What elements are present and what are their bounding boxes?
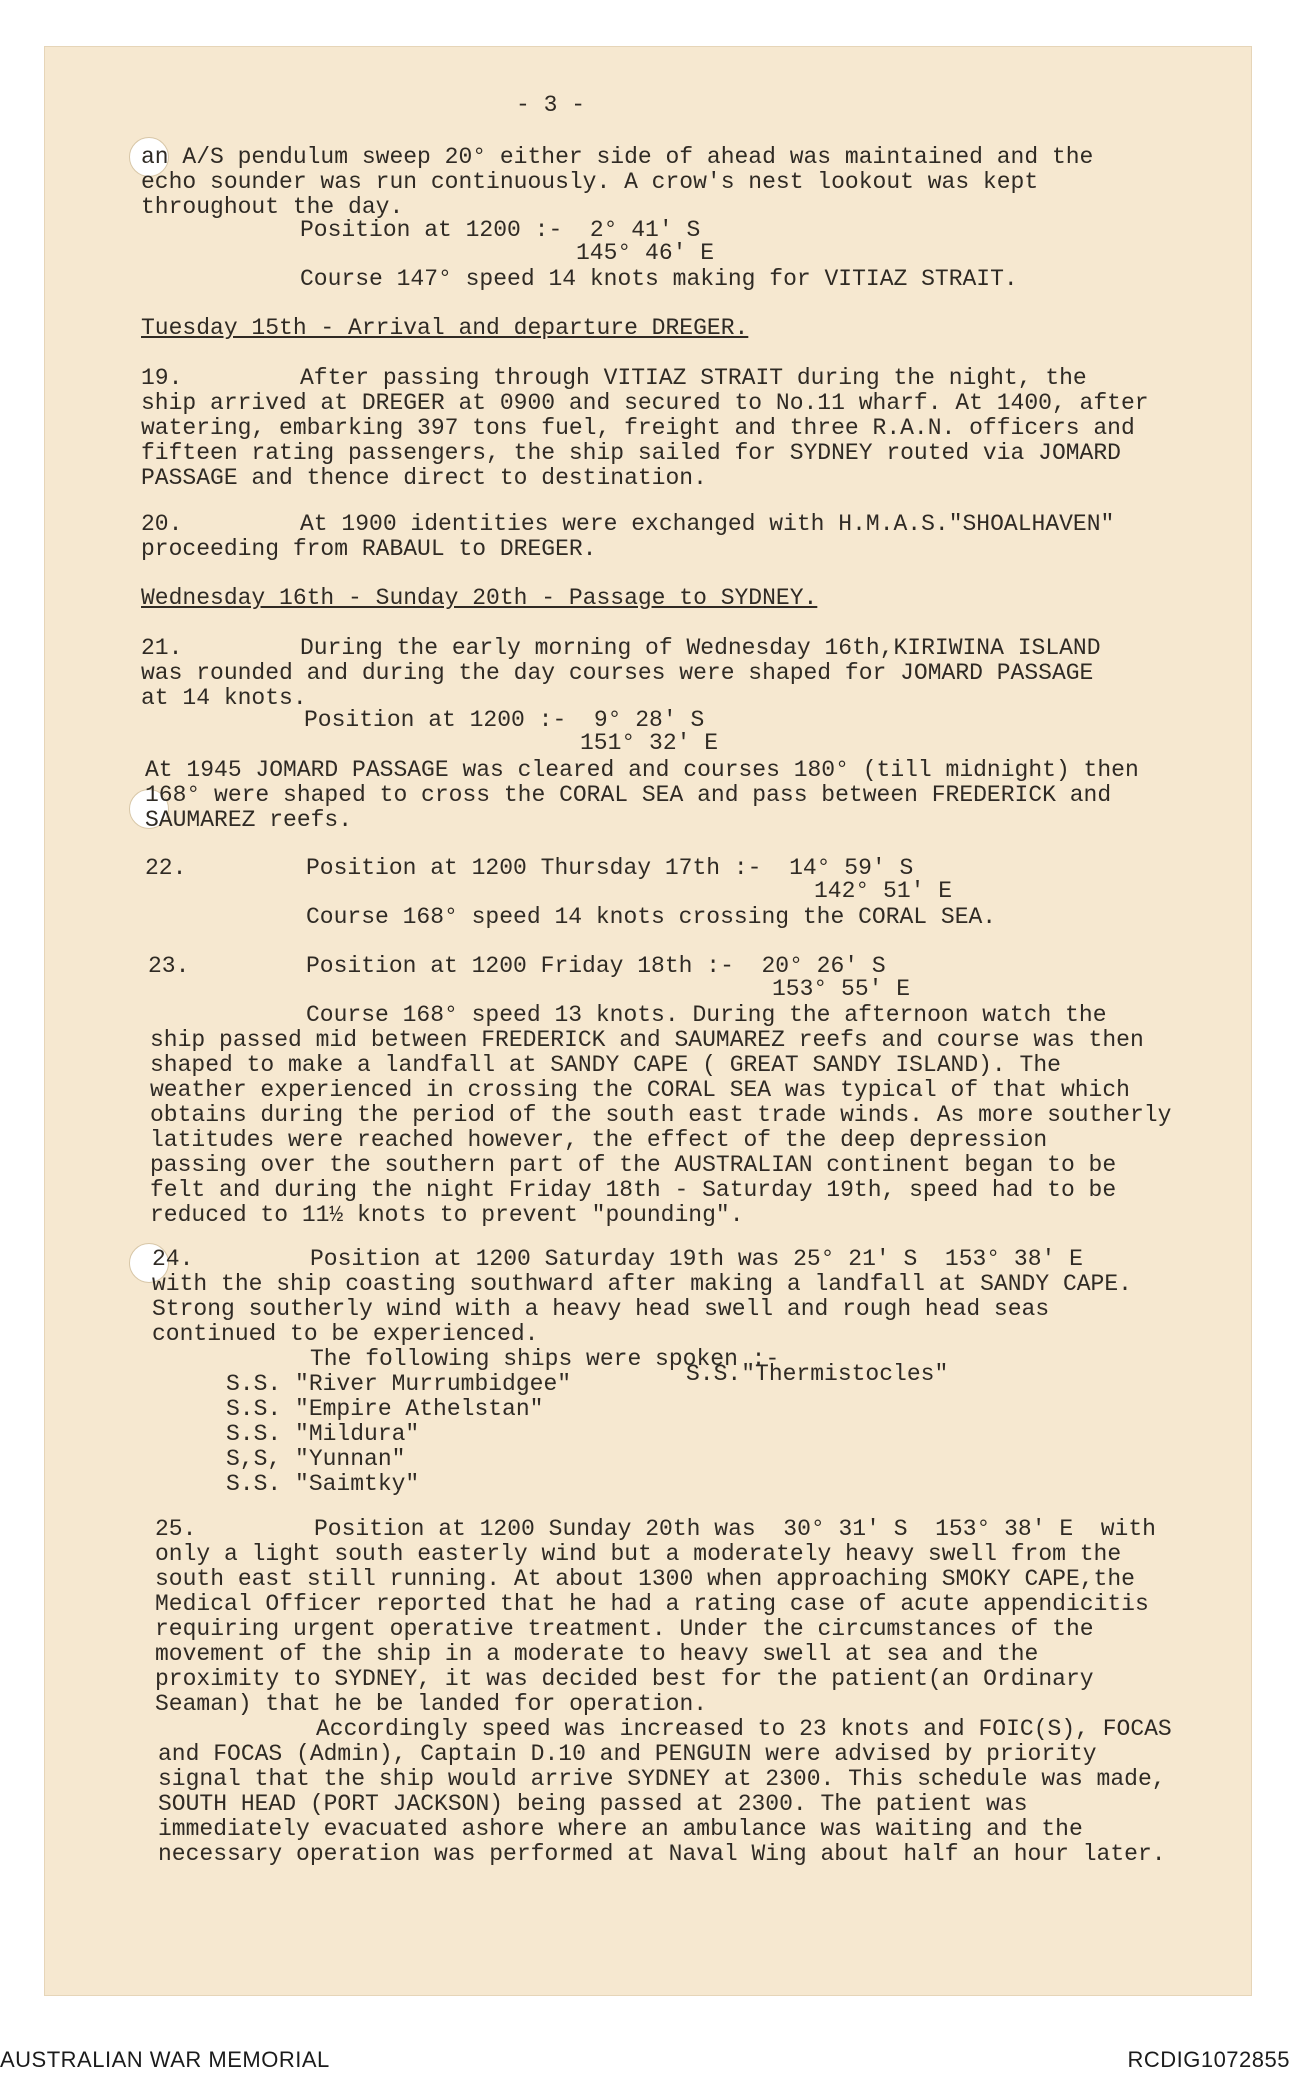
paragraph-line: movement of the ship in a moderate to heavy swell at sea and the xyxy=(155,1641,1039,1667)
intro-line: echo sounder was run continuously. A crow's nest lookout was kept xyxy=(141,169,1039,195)
paragraph-line: weather experienced in crossing the CORAL SEA was typical of that which xyxy=(150,1077,1130,1103)
paragraph-line: SAUMAREZ reefs. xyxy=(145,807,353,833)
paragraph-line: proximity to SYDNEY, it was decided best for the patient(an Ordinary xyxy=(155,1666,1094,1692)
paragraph-line: Position at 1200 Saturday 19th was 25° 21' S 153° 38' E xyxy=(310,1246,1083,1272)
paragraph-number: 25. xyxy=(155,1516,197,1542)
ship-list-item: S.S. "River Murrumbidgee" xyxy=(226,1371,572,1397)
paragraph-line: ship arrived at DREGER at 0900 and secured to No.11 wharf. At 1400, after xyxy=(141,390,1149,416)
position-line: Position at 1200 :- 9° 28' S xyxy=(304,707,705,733)
position-line: 142° 51' E xyxy=(814,878,953,904)
position-line: 151° 32' E xyxy=(580,730,719,756)
paragraph-line: at 14 knots. xyxy=(141,685,307,711)
paragraph-line: Course 168° speed 13 knots. During the afternoon watch the xyxy=(306,1002,1107,1028)
ship-list-item: S,S, "Yunnan" xyxy=(226,1446,406,1472)
course-line: Course 168° speed 14 knots crossing the CORAL SEA. xyxy=(306,904,997,930)
paragraph-line: only a light south easterly wind but a moderately heavy swell from the xyxy=(155,1541,1122,1567)
position-line: 145° 46' E xyxy=(576,240,715,266)
footer-record-id: RCDIG1072855 xyxy=(1127,2047,1290,2072)
paragraph-line: obtains during the period of the south east trade winds. As more southerly xyxy=(150,1102,1172,1128)
paragraph-line: reduced to 11½ knots to prevent "pounding". xyxy=(150,1202,744,1228)
paragraph-line: The following ships were spoken :- xyxy=(310,1346,780,1372)
paragraph-line: watering, embarking 397 tons fuel, freight and three R.A.N. officers and xyxy=(141,415,1135,441)
paragraph-line: continued to be experienced. xyxy=(152,1321,539,1347)
section-heading: Tuesday 15th - Arrival and departure DREGER. xyxy=(141,315,749,341)
intro-line: throughout the day. xyxy=(141,194,404,220)
paragraph-line: Medical Officer reported that he had a rating case of acute appendicitis xyxy=(155,1591,1149,1617)
paragraph-line: and FOCAS (Admin), Captain D.10 and PENGUIN were advised by priority xyxy=(158,1741,1097,1767)
paragraph-line: signal that the ship would arrive SYDNEY at 2300. This schedule was made, xyxy=(158,1766,1166,1792)
paragraph-number: 19. xyxy=(141,365,183,391)
paragraph-number: 21. xyxy=(141,635,183,661)
ship-list-item: S.S."Thermistocles" xyxy=(686,1361,949,1387)
paragraph-line: After passing through VITIAZ STRAIT during the night, the xyxy=(300,365,1087,391)
paragraph-line: Strong southerly wind with a heavy head swell and rough head seas xyxy=(152,1296,1050,1322)
paragraph-line: Position at 1200 Sunday 20th was 30° 31' S 153° 38' E with xyxy=(314,1516,1156,1542)
paragraph-line: necessary operation was performed at Naval Wing about half an hour later. xyxy=(158,1841,1166,1867)
paragraph-line: with the ship coasting southward after making a landfall at SANDY CAPE. xyxy=(152,1271,1132,1297)
paragraph-line: Accordingly speed was increased to 23 knots and FOIC(S), FOCAS xyxy=(316,1716,1172,1742)
section-heading: Wednesday 16th - Sunday 20th - Passage to SYDNEY. xyxy=(141,585,818,611)
ship-list-item: S.S. "Saimtky" xyxy=(226,1471,420,1497)
position-line: Position at 1200 Thursday 17th :- 14° 59' S xyxy=(306,855,914,881)
paragraph-line: At 1900 identities were exchanged with H.M.A.S."SHOALHAVEN" xyxy=(300,511,1115,537)
paragraph-line: was rounded and during the day courses were shaped for JOMARD PASSAGE xyxy=(141,660,1094,686)
paragraph-line: SOUTH HEAD (PORT JACKSON) being passed at 2300. The patient was xyxy=(158,1791,1028,1817)
ship-list-item: S.S. "Empire Athelstan" xyxy=(226,1396,544,1422)
paragraph-line: Seaman) that he be landed for operation. xyxy=(155,1691,708,1717)
ship-list-item: S.S. "Mildura" xyxy=(226,1421,420,1447)
paragraph-line: shaped to make a landfall at SANDY CAPE ( GREAT SANDY ISLAND). The xyxy=(150,1052,1061,1078)
paragraph-line: south east still running. At about 1300 when approaching SMOKY CAPE,the xyxy=(155,1566,1135,1592)
paragraph-line: ship passed mid between FREDERICK and SAUMAREZ reefs and course was then xyxy=(150,1027,1144,1053)
position-line: Position at 1200 :- 2° 41' S xyxy=(300,217,701,243)
page-number: - 3 - xyxy=(516,92,586,118)
paragraph-line: immediately evacuated ashore where an ambulance was waiting and the xyxy=(158,1816,1083,1842)
paragraph-line: 168° were shaped to cross the CORAL SEA and pass between FREDERICK and xyxy=(145,782,1112,808)
footer-archive-name: AUSTRALIAN WAR MEMORIAL xyxy=(0,2047,330,2072)
paragraph-number: 22. xyxy=(145,855,187,881)
paragraph-line: felt and during the night Friday 18th - Saturday 19th, speed had to be xyxy=(150,1177,1117,1203)
paragraph-line: proceeding from RABAUL to DREGER. xyxy=(141,536,597,562)
position-line: 153° 55' E xyxy=(772,976,911,1002)
paragraph-line: fifteen rating passengers, the ship sailed for SYDNEY routed via JOMARD xyxy=(141,440,1121,466)
paragraph-line: latitudes were reached however, the effect of the deep depression xyxy=(150,1127,1048,1153)
paragraph-line: passing over the southern part of the AUSTRALIAN continent began to be xyxy=(150,1152,1117,1178)
position-line: Position at 1200 Friday 18th :- 20° 26' S xyxy=(306,953,886,979)
paragraph-line: At 1945 JOMARD PASSAGE was cleared and courses 180° (till midnight) then xyxy=(145,757,1139,783)
paragraph-line: PASSAGE and thence direct to destination. xyxy=(141,465,707,491)
paragraph-line: During the early morning of Wednesday 16th,KIRIWINA ISLAND xyxy=(300,635,1101,661)
course-line: Course 147° speed 14 knots making for VITIAZ STRAIT. xyxy=(300,266,1018,292)
paragraph-number: 24. xyxy=(152,1246,194,1272)
paragraph-number: 20. xyxy=(141,511,183,537)
intro-line: an A/S pendulum sweep 20° either side of ahead was maintained and the xyxy=(141,144,1094,170)
paragraph-number: 23. xyxy=(148,953,190,979)
paragraph-line: requiring urgent operative treatment. Under the circumstances of the xyxy=(155,1616,1094,1642)
